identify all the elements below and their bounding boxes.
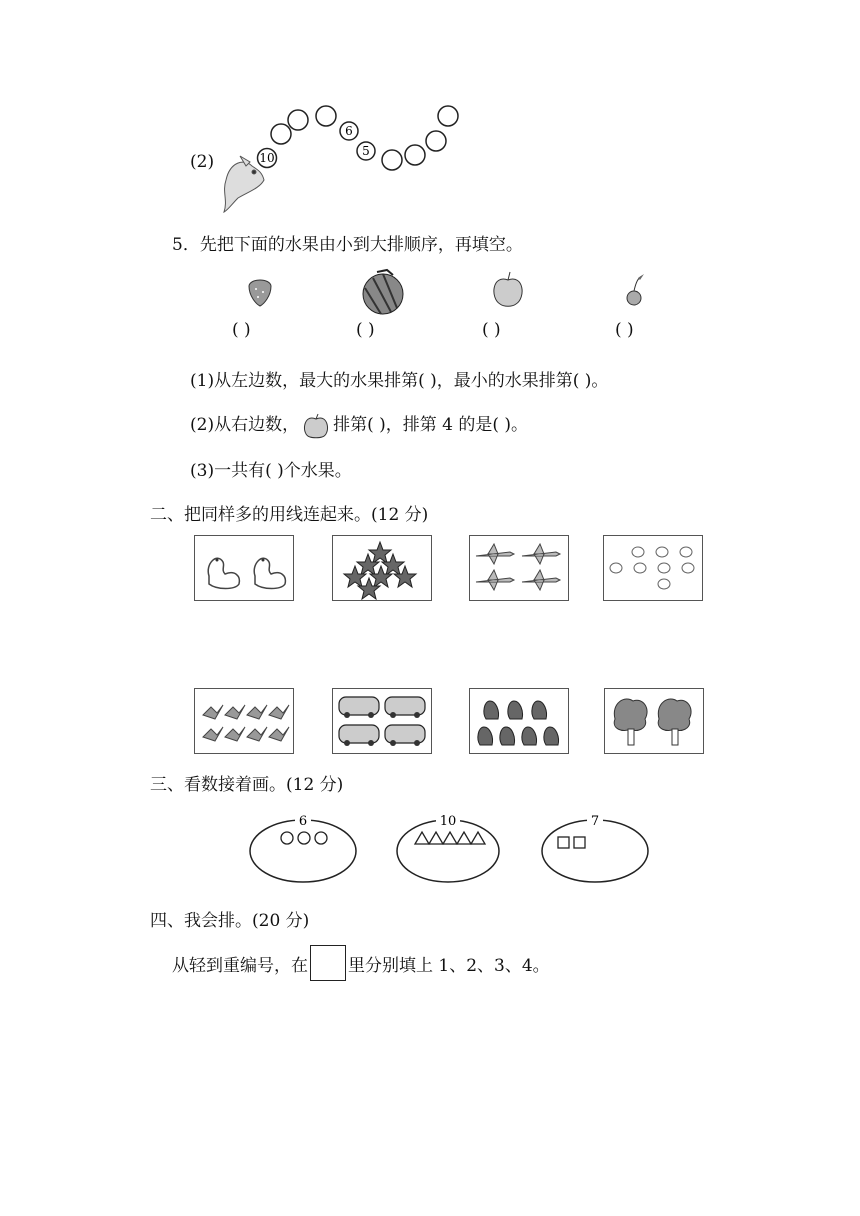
circle-blank <box>382 150 402 170</box>
circle-6-label: 6 <box>345 124 353 138</box>
section3-title: 三、看数接着画。(12 分) <box>150 775 344 795</box>
circle-10-label: 10 <box>259 151 275 165</box>
fruit-blank-1[interactable]: ( ) <box>232 320 251 340</box>
cars-icon <box>333 689 431 753</box>
section4-instruction-start: 从轻到重编号，在 <box>172 955 308 976</box>
chicks-icon <box>604 536 702 600</box>
box-birds[interactable] <box>194 688 294 754</box>
trees-icon <box>605 689 703 753</box>
q5-title: 5．先把下面的水果由小到大排顺序，再填空。 <box>172 235 523 255</box>
circle-blank <box>316 106 336 126</box>
watermelon-icon <box>363 270 403 314</box>
fruit-row <box>238 266 658 320</box>
fruit-blank-2[interactable]: ( ) <box>356 320 375 340</box>
circle-blank <box>405 145 425 165</box>
box-stars[interactable] <box>332 535 432 601</box>
stars-icon <box>333 536 431 600</box>
ducks-icon <box>195 536 293 600</box>
circle-blank <box>438 106 458 126</box>
circle-blank <box>271 124 291 144</box>
answer-box[interactable] <box>310 945 346 981</box>
strawberry-icon <box>249 280 271 306</box>
bird-icon <box>224 156 264 212</box>
section4-instruction <box>172 945 550 981</box>
penguins-icon <box>470 689 568 753</box>
fruit-blank-4[interactable]: ( ) <box>615 320 634 340</box>
q5-line1: (1)从左边数，最大的水果排第( )，最小的水果排第( )。 <box>190 371 609 391</box>
triangles-icon <box>415 832 485 844</box>
bird-illustration <box>218 100 468 215</box>
cherry-icon <box>627 274 644 305</box>
fruit-blank-3[interactable]: ( ) <box>482 320 501 340</box>
apple-icon <box>494 272 522 306</box>
q5-line3: (3)一共有( )个水果。 <box>190 461 352 481</box>
oval-6-number: 6 <box>298 814 308 829</box>
section4-title: 四、我会排。(20 分) <box>150 911 310 931</box>
ovals-drawing <box>248 810 658 886</box>
section2-title: 二、把同样多的用线连起来。(12 分) <box>150 505 429 525</box>
section4-instruction-end: 里分别填上 1、2、3、4。 <box>348 955 550 976</box>
circle-blank <box>288 110 308 130</box>
circle-5-label: 5 <box>362 144 370 158</box>
q5-line2-end: 排第( )，排第 4 的是( )。 <box>333 415 529 435</box>
box-chicks[interactable] <box>603 535 703 601</box>
circle-blank <box>426 131 446 151</box>
squares-icon <box>558 837 585 848</box>
apple-small-icon <box>301 413 331 439</box>
oval-10 <box>397 820 499 882</box>
circles-icon <box>281 832 327 844</box>
box-ducks[interactable] <box>194 535 294 601</box>
q5-line2-start: (2)从右边数， <box>190 415 300 435</box>
oval-6 <box>250 820 356 882</box>
box-penguins[interactable] <box>469 688 569 754</box>
planes-icon <box>470 536 568 600</box>
q4-part2-label: (2) <box>190 152 215 172</box>
q5-line2 <box>190 410 528 439</box>
oval-7 <box>542 820 648 882</box>
oval-7-number: 7 <box>590 814 600 829</box>
birds-icon <box>195 689 293 753</box>
box-cars[interactable] <box>332 688 432 754</box>
oval-10-number: 10 <box>439 814 457 829</box>
box-planes[interactable] <box>469 535 569 601</box>
box-trees[interactable] <box>604 688 704 754</box>
